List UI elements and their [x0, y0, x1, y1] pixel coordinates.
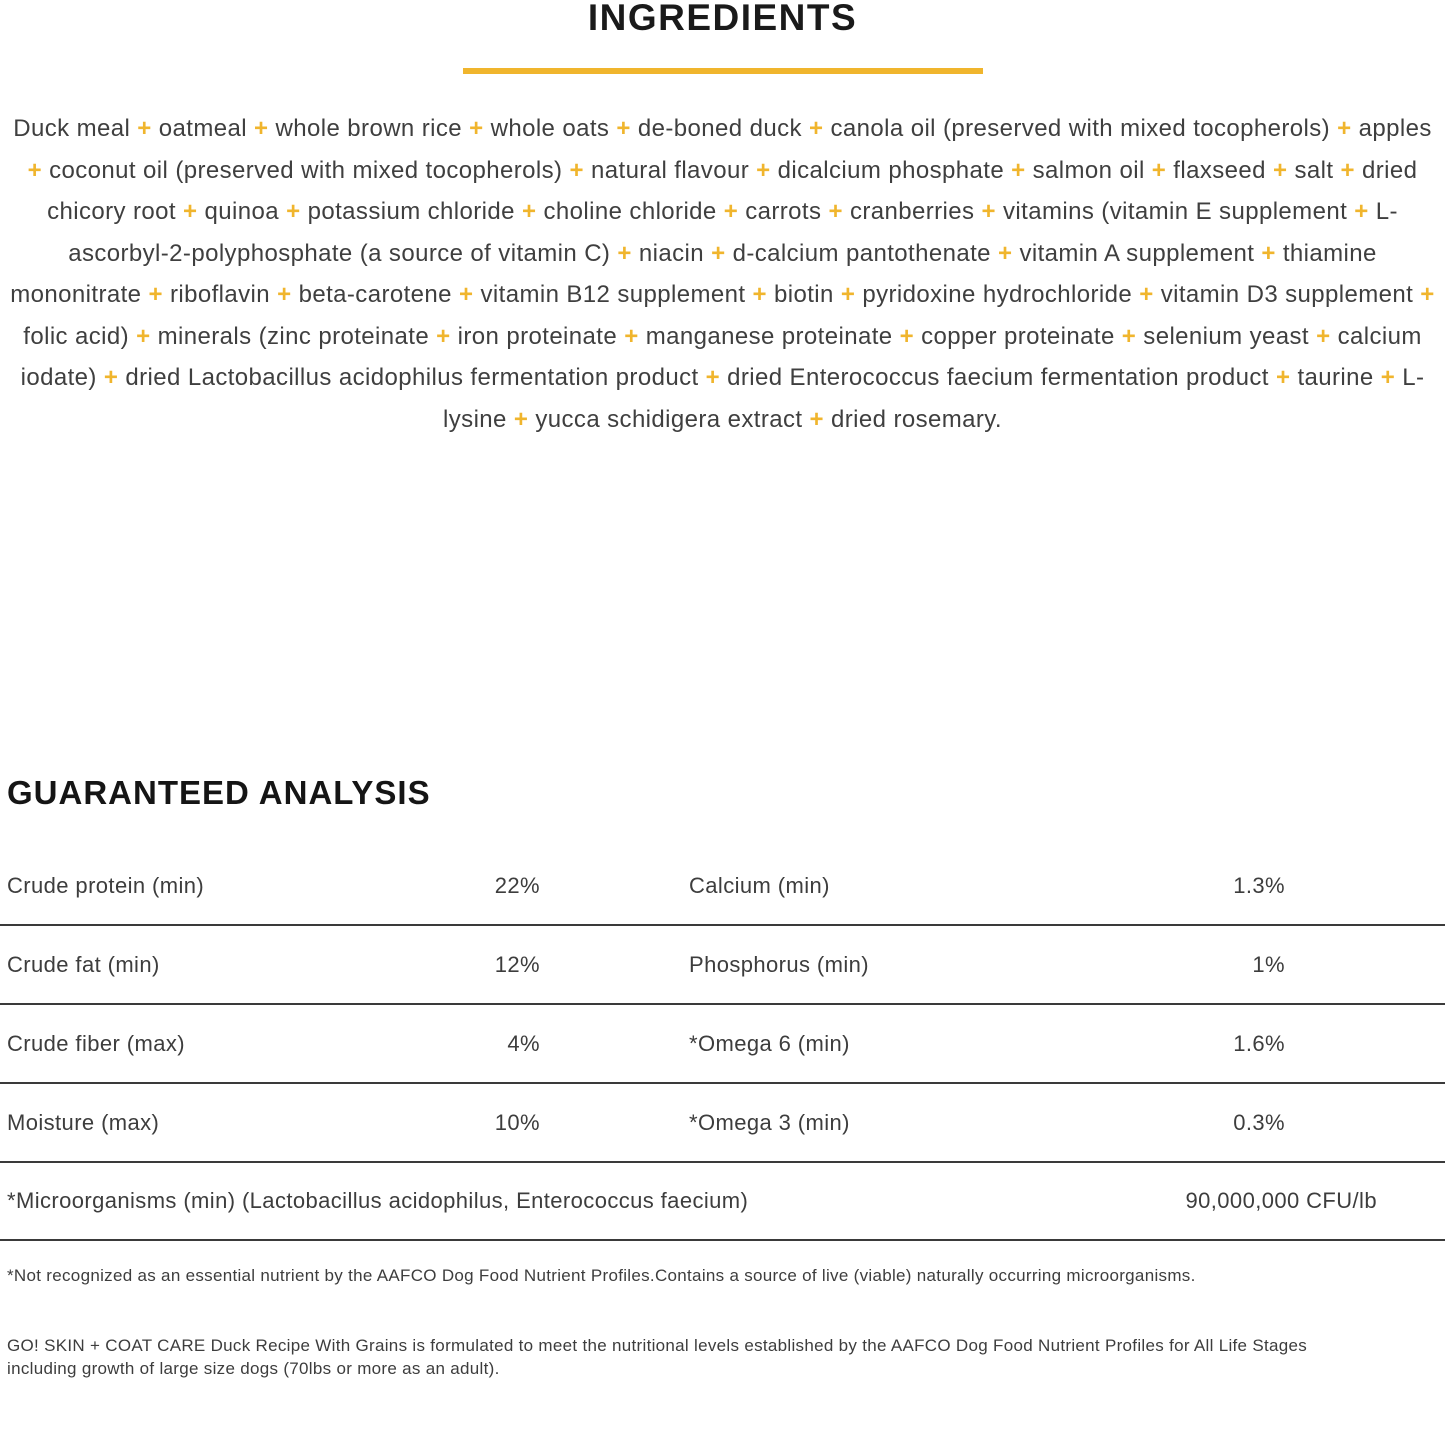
plus-separator-icon: + [1380, 364, 1396, 391]
analysis-row-fiber-omega6 [0, 1005, 1445, 1084]
plus-separator-icon: + [705, 364, 721, 391]
plus-separator-icon: + [840, 281, 856, 308]
plus-separator-icon: + [1011, 156, 1026, 184]
title-underline-accent [463, 68, 983, 74]
plus-separator-icon: + [1139, 281, 1154, 308]
ingredients-list: Duck meal + oatmeal + whole brown rice + whole oats + de-boned duck + canola oil (preserved with mixed tocopherols) + apples + coconut oil (preserved with mixed tocopherols) + natural flavour + dicalcium phosphate + salmon oil + flaxseed + salt + dried chicory root + quinoa + potassium chloride + choline chloride + carrots + cranberries + vitamins (vitamin E supplement + L-ascorbyl-2-polyphosphate (a source of vitamin C) + niacin + d-calcium pantothenate + vitamin A supplement + thiamine mononitrate + riboflavin + beta-carotene + vitamin B12 supplement + biotin + pyridoxine hydrochloride + vitamin D3 supplement + folic acid) + minerals (zinc proteinate + iron proteinate + manganese proteinate + copper proteinate + selenium yeast + calcium iodate) + dried Lactobacillus acidophilus fermentation product + dried Enterococcus faecium fermentation product + taurine + L-lysine + yucca schidigera extract + dried rosemary. [10, 115, 1435, 433]
analysis-row-fat-phosphorus [0, 926, 1445, 1005]
plus-separator-icon: + [469, 115, 484, 142]
analysis-label: Crude fat (min) [7, 951, 160, 977]
plus-separator-icon: + [27, 156, 43, 184]
plus-separator-icon: + [899, 322, 915, 350]
analysis-row-microorganisms [0, 1163, 1445, 1241]
analysis-value: 1% [1252, 951, 1285, 977]
plus-separator-icon: + [1420, 281, 1435, 308]
ingredients-title: INGREDIENTS [587, 0, 858, 38]
plus-separator-icon: + [1151, 156, 1167, 184]
guaranteed-analysis-table [0, 847, 1445, 1241]
guaranteed-analysis-section [0, 776, 1445, 1241]
plus-separator-icon: + [183, 198, 198, 225]
analysis-row-protein-calcium [0, 847, 1445, 926]
plus-separator-icon: + [616, 115, 631, 142]
analysis-label: *Omega 3 (min) [689, 1109, 850, 1135]
plus-separator-icon: + [103, 364, 119, 391]
plus-separator-icon: + [711, 239, 726, 267]
analysis-value: 1.6% [1233, 1030, 1285, 1056]
plus-separator-icon: + [513, 405, 529, 433]
plus-separator-icon: + [1337, 115, 1352, 142]
analysis-value: 4% [507, 1030, 540, 1056]
footnote-formulation-statement: GO! SKIN + COAT CARE Duck Recipe With Grains is formulated to meet the nutritional levels established by the AAFCO Dog Food Nutrient Profiles for All Life Stages including growth of large size dogs (70lbs or more as an adult). [7, 1336, 1308, 1378]
plus-separator-icon: + [286, 198, 301, 225]
analysis-row-moisture-omega3 [0, 1084, 1445, 1163]
analysis-value: 10% [494, 1109, 540, 1135]
analysis-label: Crude protein (min) [7, 872, 205, 898]
plus-separator-icon: + [981, 198, 996, 225]
analysis-label: Crude fiber (max) [7, 1030, 185, 1056]
plus-separator-icon: + [1261, 239, 1276, 267]
plus-separator-icon: + [254, 115, 269, 142]
plus-separator-icon: + [436, 322, 451, 350]
plus-separator-icon: + [828, 198, 843, 225]
plus-separator-icon: + [1354, 198, 1369, 225]
analysis-label: Calcium (min) [689, 872, 830, 898]
plus-separator-icon: + [1275, 364, 1291, 391]
analysis-value: 1.3% [1233, 872, 1285, 898]
plus-separator-icon: + [617, 239, 632, 267]
analysis-value: 90,000,000 CFU/lb [1185, 1188, 1377, 1213]
plus-separator-icon: + [136, 322, 151, 350]
plus-separator-icon: + [1272, 156, 1288, 184]
analysis-label: Phosphorus (min) [689, 951, 870, 977]
plus-separator-icon: + [809, 405, 824, 433]
plus-separator-icon: + [756, 156, 771, 184]
analysis-label: Moisture (max) [7, 1109, 160, 1135]
plus-separator-icon: + [752, 281, 767, 308]
plus-separator-icon: + [723, 198, 739, 225]
analysis-label: *Microorganisms (min) (Lactobacillus acidophilus, Enterococcus faecium) [7, 1188, 749, 1213]
analysis-label: *Omega 6 (min) [689, 1030, 850, 1056]
footnote-aafco-microorganisms: *Not recognized as an essential nutrient by the AAFCO Dog Food Nutrient Profiles.Contains a source of live (viable) naturally occurring microorganisms. [7, 1266, 1196, 1285]
analysis-value: 12% [494, 951, 540, 977]
plus-separator-icon: + [277, 281, 292, 308]
plus-separator-icon: + [1121, 322, 1137, 350]
analysis-value: 22% [494, 872, 540, 898]
plus-separator-icon: + [522, 198, 537, 225]
plus-separator-icon: + [459, 281, 474, 308]
guaranteed-analysis-title: GUARANTEED ANALYSIS [7, 774, 431, 811]
plus-separator-icon: + [569, 156, 584, 184]
plus-separator-icon: + [137, 115, 152, 142]
plus-separator-icon: + [809, 115, 824, 142]
plus-separator-icon: + [624, 322, 639, 350]
plus-separator-icon: + [997, 239, 1013, 267]
plus-separator-icon: + [1316, 322, 1331, 350]
plus-separator-icon: + [148, 281, 163, 308]
analysis-value: 0.3% [1233, 1109, 1285, 1135]
plus-separator-icon: + [1340, 156, 1355, 184]
